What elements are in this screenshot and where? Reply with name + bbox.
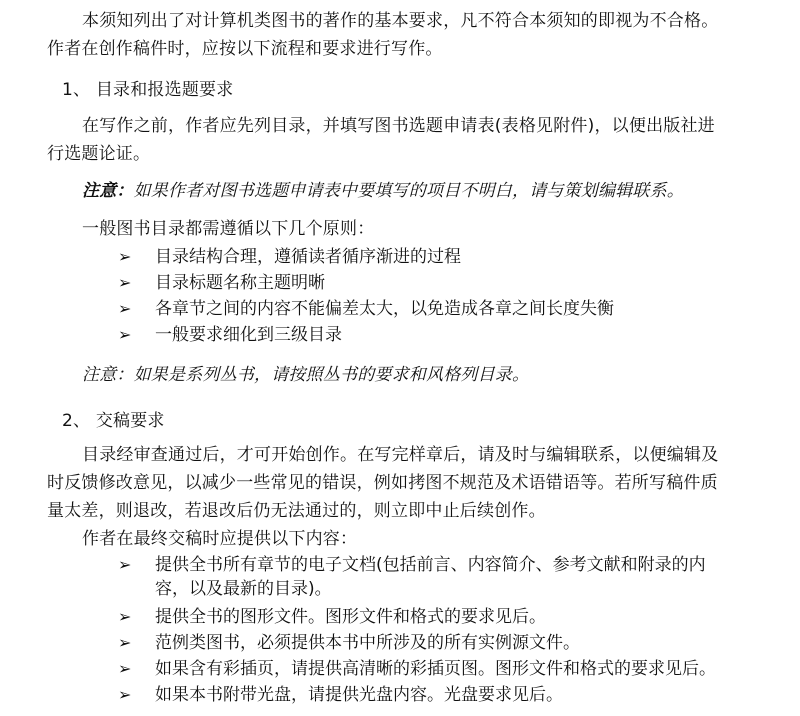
submit-item: 如果本书附带光盘，请提供光盘内容。光盘要求见后。 [155,685,563,705]
bullet-arrow-icon: ➢ [118,659,132,678]
intro-line-1: 本须知列出了对计算机类图书的著作的基本要求，凡不符合本须知的即视为不合格。 [82,11,719,31]
bullet-arrow-icon: ➢ [118,273,132,292]
bullet-arrow-icon: ➢ [118,633,132,652]
bullet-arrow-icon: ➢ [118,325,132,344]
submit-item: 提供全书的图形文件。图形文件和格式的要求见后。 [155,607,546,627]
submit-item: 提供全书所有章节的电子文档(包括前言、内容简介、参考文献和附录的内 [155,555,706,575]
bullet-arrow-icon: ➢ [118,685,132,704]
submit-item: 范例类图书，必须提供本书中所涉及的所有实例源文件。 [155,633,580,653]
submit-item: 如果含有彩插页，请提供高清晰的彩插页图。图形文件和格式的要求见后。 [155,659,716,679]
bullet-arrow-icon: ➢ [118,299,132,318]
section-1-paragraph-line-1: 在写作之前，作者应先列目录，并填写图书选题申请表(表格见附件)，以便出版社进 [82,116,715,136]
section-1-note-2: 注意：如果是系列丛书，请按照丛书的要求和风格列目录。 [82,365,530,385]
bullet-arrow-icon: ➢ [118,607,132,626]
principle-item: 各章节之间的内容不能偏差太大，以免造成各章之间长度失衡 [155,299,614,319]
principle-item: 一般要求细化到三级目录 [155,325,342,345]
note-label: 注意： [82,181,134,201]
section-2-paragraph-line-3: 量太差，则退改，若退改后仍无法通过的，则立即中止后续创作。 [47,501,546,521]
section-2-paragraph-line-2: 时反馈修改意见，以减少一些常见的错误，例如拷图不规范及术语错语等。若所写稿件质 [47,473,718,493]
bullet-arrow-icon: ➢ [118,247,132,266]
submit-intro: 作者在最终交稿时应提供以下内容： [82,529,358,549]
principle-item: 目录结构合理，遵循读者循序渐进的过程 [155,247,461,267]
section-1-heading: 1、 目录和报选题要求 [62,80,234,100]
principles-intro: 一般图书目录都需遵循以下几个原则： [82,219,375,239]
section-1-note [82,180,684,202]
intro-line-2: 作者在创作稿件时，应按以下流程和要求进行写作。 [47,39,443,59]
submit-item-continuation: 容，以及最新的目录)。 [155,579,332,599]
principle-item: 目录标题名称主题明晰 [155,273,325,293]
section-1-paragraph-line-2: 行选题论证。 [47,144,151,164]
bullet-arrow-icon: ➢ [118,555,132,574]
section-2-paragraph-line-1: 目录经审查通过后，才可开始创作。在写完样章后，请及时与编辑联系，以便编辑及 [82,445,719,465]
section-2-heading: 2、 交稿要求 [62,411,165,431]
note-text: 如果作者对图书选题申请表中要填写的项目不明白，请与策划编辑联系。 [133,181,685,201]
